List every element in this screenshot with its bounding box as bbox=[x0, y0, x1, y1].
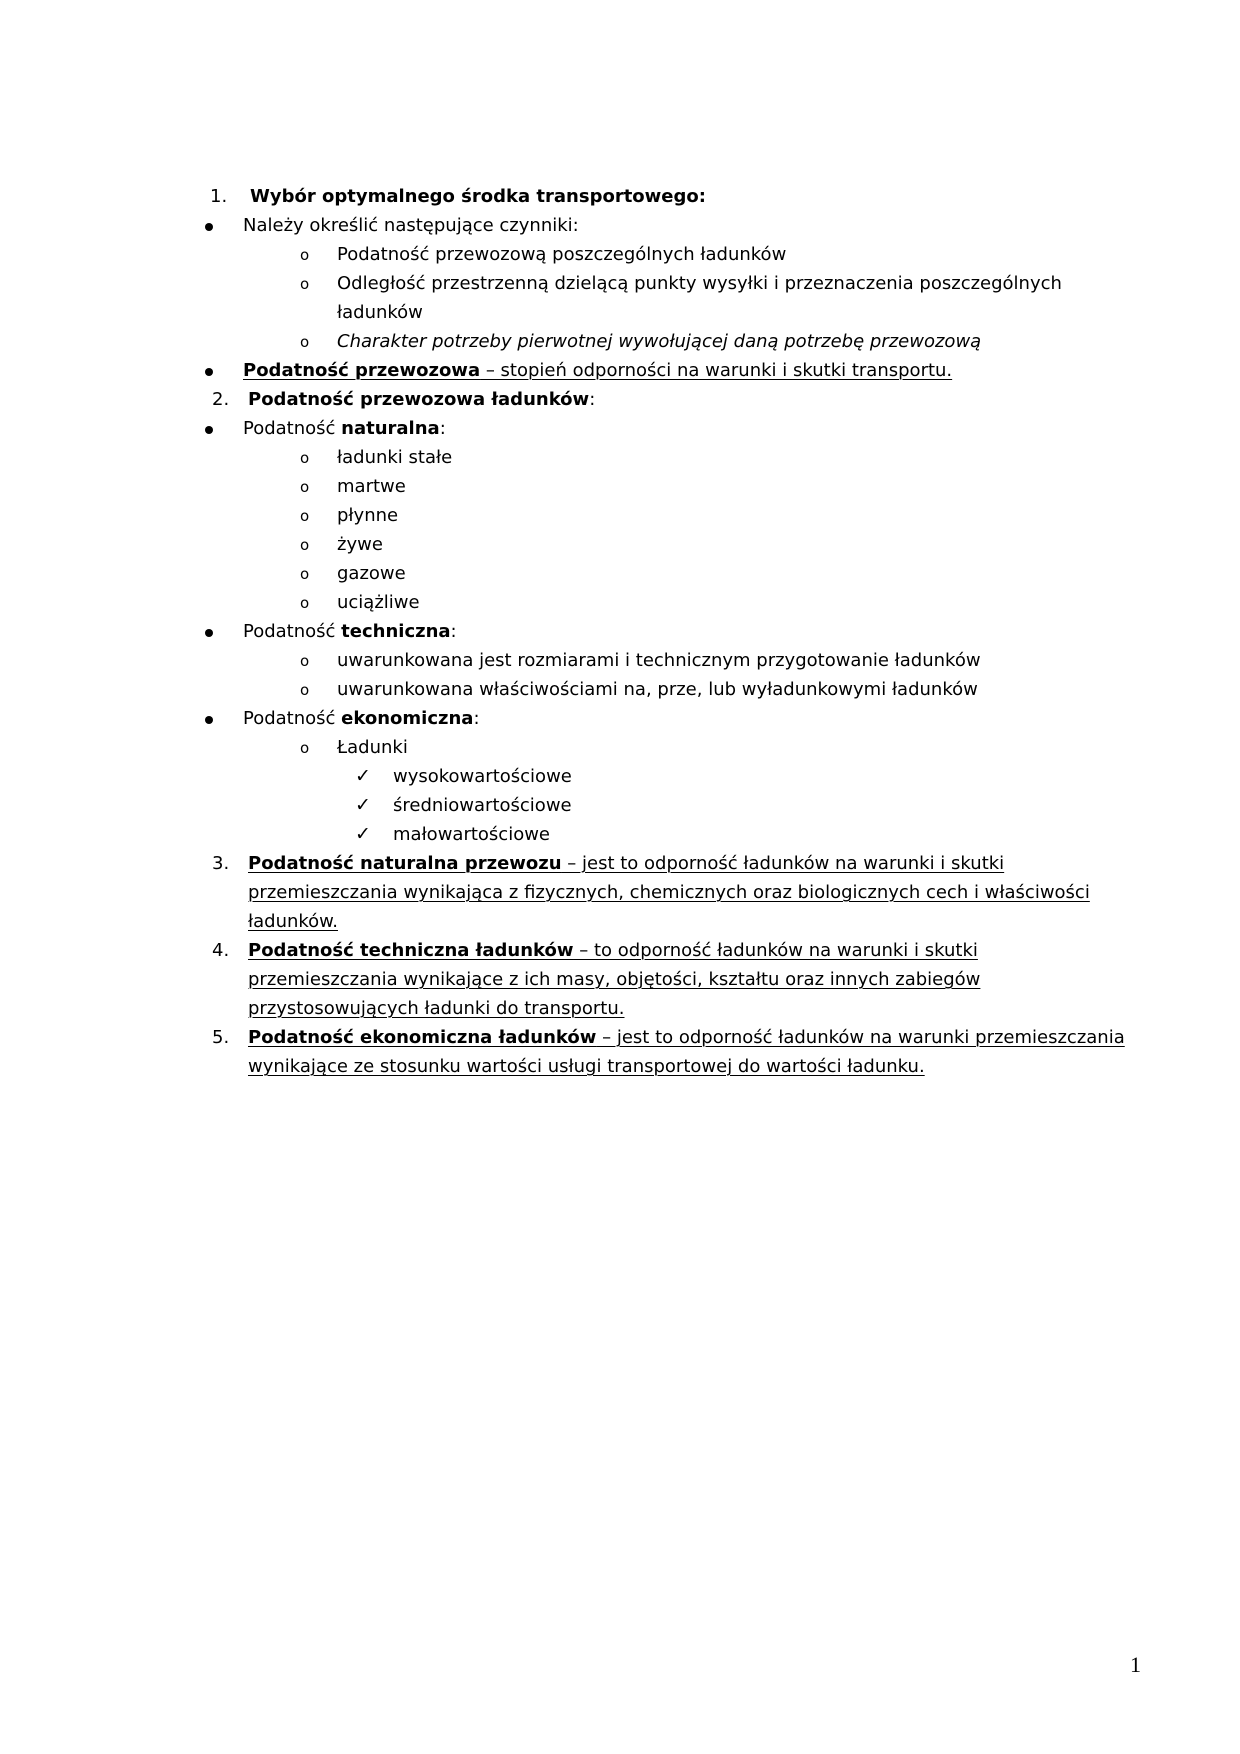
check-icon: ✓ bbox=[355, 823, 371, 845]
check-icon: ✓ bbox=[355, 765, 371, 787]
circle-bullet-icon: o bbox=[300, 449, 310, 467]
definition-line: przemieszczania wynikająca z fizycznych, chemicznych oraz biologicznych cech i właściwości bbox=[248, 882, 1090, 903]
bullet-text: Należy określić następujące czynniki: bbox=[243, 215, 579, 236]
circle-bullet-icon: o bbox=[300, 275, 310, 293]
section-title: Wybór optymalnego środka transportowego bbox=[250, 186, 699, 207]
circle-bullet-icon: o bbox=[300, 739, 310, 757]
circle-bullet-icon: o bbox=[300, 246, 310, 264]
bullet-icon bbox=[205, 629, 213, 637]
list-number: 4. bbox=[212, 940, 230, 961]
list-number: 1. bbox=[210, 186, 228, 207]
circle-bullet-icon: o bbox=[300, 333, 310, 351]
circle-bullet-icon: o bbox=[300, 478, 310, 496]
circle-bullet-icon: o bbox=[300, 536, 310, 554]
document-page: 1. Wybór optymalnego środka transportowego: Należy określić następujące czynniki: o Podatność przewozową poszczególnych ładunków o Odległość przestrzenną dzielącą punkty wysyłki i przeznaczenia poszczególnych ładunków o Charakter potrzeby pierwotnej wywołującej daną potrzebę przewozową Podatność przewozowa – stopień odporności na warunki i skutki transportu. 2. Podatność przewozowa ładunków: Podatność naturalna: o ładunki stałe o martwe o płynne o żywe o gazowe o uciążliwe Podatność techniczna: o uwarunkowana jest rozmiarami i technicznym przygotowanie ładunków o uwarunkowana właściwościami na, prze, lub wyładunkowymi ładunków Podatność ekonomiczna: o Ładunki ✓ wysokowartościowe ✓ średniowartościowe ✓ małowartościowe 3. Podatność naturalna przewozu – jest to odporność ładunków na warunki i skutki przemieszczania wynikająca z fizycznych, chemicznych oraz biologicznych cech i właściwości ładunków. 4. Podatność techniczna ładunków – to odporność ładunków na warunki i skutki przemieszczania wynikające z ich masy, objętości, kształtu oraz innych zabiegów przystosowujących ładunki do transportu. 5. Podatność ekonomiczna ładunków – jest to odporność ładunków na warunki przemieszczania wynikające ze stosunku wartości usługi transportowej do wartości ładunku. 1 bbox=[0, 0, 1240, 1754]
list-number: 2. bbox=[212, 389, 230, 410]
definition-line: przemieszczania wynikające z ich masy, objętości, kształtu oraz innych zabiegów bbox=[248, 969, 981, 990]
circle-bullet-icon: o bbox=[300, 652, 310, 670]
circle-bullet-icon: o bbox=[300, 681, 310, 699]
definition-line: wynikające ze stosunku wartości usługi transportowej do wartości ładunku. bbox=[248, 1056, 925, 1077]
bullet-icon bbox=[205, 426, 213, 434]
definition-text: – stopień odporności na warunki i skutki transportu. bbox=[480, 360, 953, 381]
definition-term: Podatność ekonomiczna ładunków bbox=[248, 1027, 597, 1048]
bullet-icon bbox=[205, 223, 213, 231]
bullet-icon bbox=[205, 368, 213, 376]
definition-term: Podatność przewozowa bbox=[243, 360, 481, 381]
definition-line: ładunków. bbox=[248, 911, 338, 932]
circle-bullet-icon: o bbox=[300, 594, 310, 612]
check-icon: ✓ bbox=[355, 794, 371, 816]
definition-line: przystosowujących ładunki do transportu. bbox=[248, 998, 625, 1019]
list-number: 3. bbox=[212, 853, 230, 874]
section-title: Podatność przewozowa ładunków bbox=[248, 389, 590, 410]
circle-bullet-icon: o bbox=[300, 565, 310, 583]
list-number: 5. bbox=[212, 1027, 230, 1048]
bullet-icon bbox=[205, 716, 213, 724]
definition-term: Podatność techniczna ładunków bbox=[248, 940, 574, 961]
definition-term: Podatność naturalna przewozu bbox=[248, 853, 562, 874]
circle-bullet-icon: o bbox=[300, 507, 310, 525]
page-number: 1 bbox=[1130, 1652, 1141, 1677]
list-item-continuation: ładunków bbox=[337, 302, 423, 323]
